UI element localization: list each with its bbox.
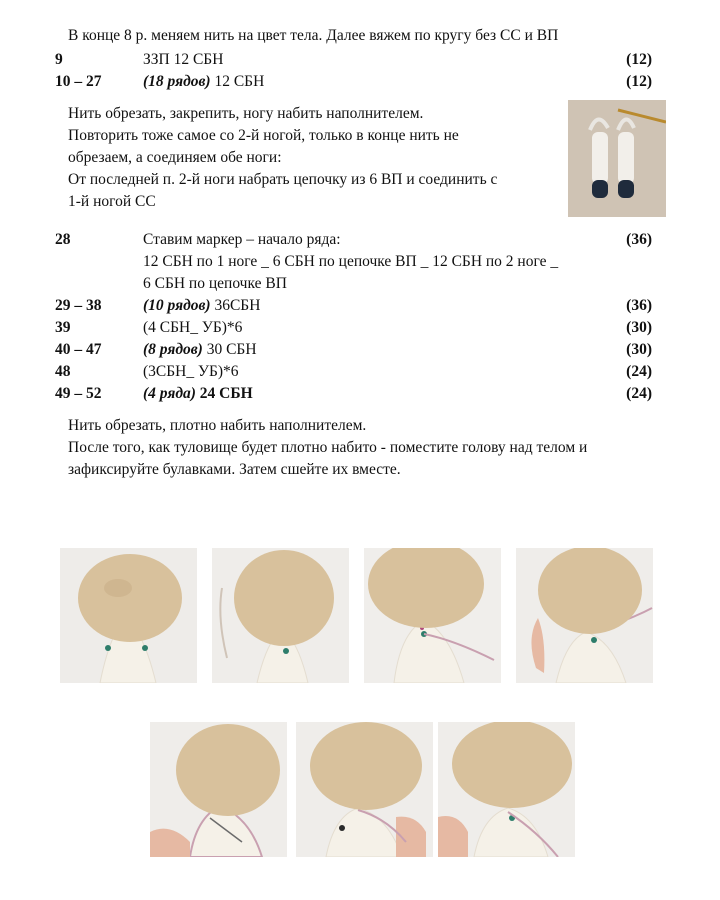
assembly-photo-1 (60, 548, 197, 683)
row-number: 49 – 52 (55, 385, 102, 402)
row-number: 28 (55, 231, 71, 248)
closing-text-line: После того, как туловище будет плотно набито - поместите голову над телом и (68, 439, 588, 456)
legs-text-line: От последней п. 2-й ноги набрать цепочку из 6 ВП и соединить с (68, 171, 498, 188)
row-total: (12) (626, 51, 652, 68)
row-total: (24) (626, 363, 652, 380)
intro-text: В конце 8 р. меняем нить на цвет тела. Далее вяжем по кругу без СС и ВП (68, 27, 559, 44)
row-number: 48 (55, 363, 71, 380)
row-total: (30) (626, 341, 652, 358)
assembly-photo-2 (212, 548, 349, 683)
row-instruction: 6 СБН по цепочке ВП (143, 275, 287, 292)
row-instruction: ЗЗП 12 СБН (143, 51, 224, 68)
row-total: (36) (626, 231, 652, 248)
legs-text-line: Нить обрезать, закрепить, ногу набить наполнителем. (68, 105, 424, 122)
row-total: (36) (626, 297, 652, 314)
assembly-photo-5 (150, 722, 287, 857)
row-instruction: (10 рядов) 36СБН (143, 297, 261, 314)
assembly-photo-4 (516, 548, 653, 683)
row-total: (24) (626, 385, 652, 402)
legs-text-line: обрезаем, а соединяем обе ноги: (68, 149, 282, 166)
row-instruction: (8 рядов) 30 СБН (143, 341, 257, 358)
row-number: 39 (55, 319, 71, 336)
closing-text-line: зафиксируйте булавками. Затем сшейте их вместе. (68, 461, 401, 478)
assembly-photo-7 (438, 722, 575, 857)
row-total: (30) (626, 319, 652, 336)
row-instruction: (4 СБН_ УБ)*6 (143, 319, 243, 336)
row-instruction: (3СБН_ УБ)*6 (143, 363, 239, 380)
row-instruction: (18 рядов) 12 СБН (143, 73, 265, 90)
closing-text-line: Нить обрезать, плотно набить наполнителем. (68, 417, 367, 434)
legs-text-line: 1-й ногой СС (68, 193, 156, 210)
assembly-photo-6 (296, 722, 433, 857)
row-instruction: Ставим маркер – начало ряда: (143, 231, 341, 248)
row-number: 9 (55, 51, 63, 68)
row-total: (12) (626, 73, 652, 90)
legs-text-line: Повторить тоже самое со 2-й ногой, только в конце нить не (68, 127, 459, 144)
row-number: 40 – 47 (55, 341, 102, 358)
row-instruction: (4 ряда) 24 СБН (143, 385, 253, 402)
legs-photo (568, 100, 666, 217)
assembly-photo-3 (364, 548, 501, 683)
row-instruction: 12 СБН по 1 ноге _ 6 СБН по цепочке ВП _ 12 СБН по 2 ноге _ (143, 253, 559, 270)
row-number: 29 – 38 (55, 297, 102, 314)
row-number: 10 – 27 (55, 73, 102, 90)
